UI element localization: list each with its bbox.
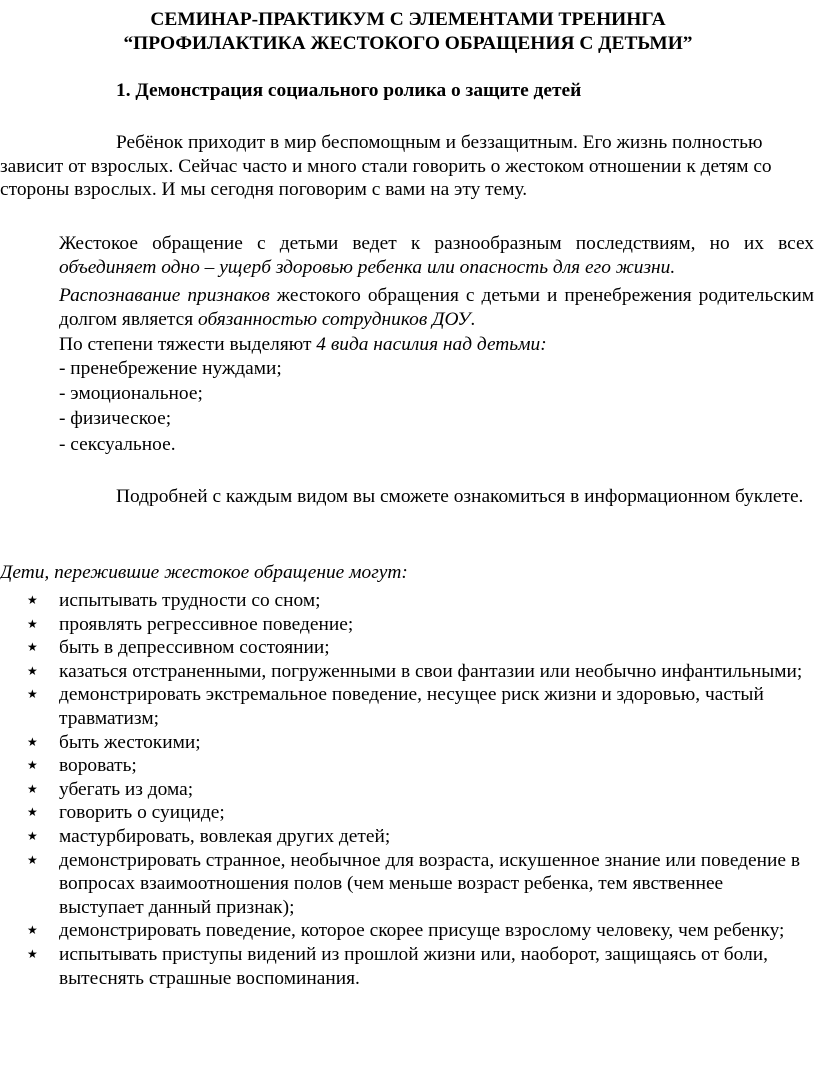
list-item [0, 754, 812, 778]
list-item-text: воровать; [59, 755, 137, 777]
list-item [0, 825, 812, 849]
list-item-text: демонстрировать поведение, которое скорее присуще взрослому человеку, чем ребенку; [59, 920, 785, 942]
intro-paragraph: Ребёнок приходит в мир беспомощным и беззащитным. Его жизнь полностью зависит от взрослых. Сейчас часто и много стали говорить о жестоком отношении к детям со стороны взрослых. И мы сегодня поговорим с вами на эту тему. [0, 132, 772, 201]
star-icon: ★ [27, 616, 38, 631]
list-item-text: говорить о суициде; [59, 802, 225, 824]
list-item-text: проявлять регрессивное поведение; [59, 613, 354, 635]
star-icon: ★ [27, 828, 38, 843]
document-title-line-2: “ПРОФИЛАКТИКА ЖЕСТОКОГО ОБРАЩЕНИЯ С ДЕТЬМИ” [123, 33, 693, 54]
list-item [0, 943, 812, 990]
star-icon: ★ [27, 734, 38, 749]
list-item [0, 613, 812, 637]
list-item [0, 731, 812, 755]
severity-emphasis: 4 вида насилия над детьми: [316, 334, 547, 355]
star-icon: ★ [27, 781, 38, 796]
consequences-intro: Дети, пережившие жестокое обращение могут: [0, 562, 408, 583]
recognition-text: жестокого обращения с детьми и пренебрежения родительским долгом является [59, 285, 814, 330]
list-item [0, 683, 812, 730]
recognition-period: . [470, 308, 476, 330]
violence-type-item: - сексуальное. [59, 434, 176, 455]
consequences-text: Жестокое обращение с детьми ведет к разнообразным последствиям, но их всех [59, 233, 814, 254]
star-icon: ★ [27, 852, 38, 867]
severity-paragraph [59, 333, 814, 357]
star-icon: ★ [27, 923, 38, 938]
star-icon: ★ [27, 687, 38, 702]
star-icon: ★ [27, 805, 38, 820]
star-icon: ★ [27, 663, 38, 678]
booklet-paragraph: Подробней с каждым видом вы сможете ознакомиться в информационном буклете. [116, 486, 804, 507]
list-item-text: быть жестокими; [59, 731, 201, 753]
recognition-emphasis: Распознавание признаков [59, 285, 270, 306]
duty-emphasis: обязанностью сотрудников ДОУ [198, 308, 471, 330]
document-title-line-1: СЕМИНАР-ПРАКТИКУМ С ЭЛЕМЕНТАМИ ТРЕНИНГА [150, 9, 666, 30]
star-icon: ★ [27, 640, 38, 655]
severity-text: По степени тяжести выделяют [59, 334, 317, 355]
list-item-text: испытывать приступы видений из прошлой жизни или, наоборот, защищаясь от боли, вытеснять страшные воспоминания. [59, 943, 768, 989]
list-item [0, 660, 812, 684]
consequences-paragraph [59, 232, 814, 279]
consequences-list [0, 589, 812, 990]
star-icon: ★ [27, 758, 38, 773]
list-item-text: демонстрировать экстремальное поведение, несущее риск жизни и здоровью, частый травматизм; [59, 684, 764, 729]
list-item [0, 636, 812, 660]
list-item [0, 919, 812, 943]
recognition-paragraph [59, 284, 814, 331]
list-item [0, 589, 812, 613]
violence-type-item: - пренебрежение нуждами; [59, 358, 282, 379]
list-item-text: убегать из дома; [59, 778, 194, 800]
violence-type-item: - эмоциональное; [59, 383, 203, 404]
list-item-text: демонстрировать странное, необычное для возраста, искушенное знание или поведение в вопросах взаимоотношения полов (чем меньше возраст ребенка, тем явственнее выступает данный признак); [59, 849, 801, 918]
list-item-text: казаться отстраненными, погруженными в свои фантазии или необычно инфантильными; [59, 660, 803, 682]
star-icon: ★ [27, 593, 38, 607]
star-icon: ★ [27, 946, 38, 961]
list-item-text: мастурбировать, вовлекая других детей; [59, 825, 391, 847]
consequences-emphasis: объединяет одно – ущерб здоровью ребенка или опасность для его жизни. [59, 256, 676, 278]
list-item [0, 778, 812, 802]
section-heading: 1. Демонстрация социального ролика о защите детей [116, 80, 582, 101]
list-item-text: быть в депрессивном состоянии; [59, 637, 330, 659]
list-item [0, 801, 812, 825]
list-item [0, 849, 812, 920]
list-item-text: испытывать трудности со сном; [59, 590, 321, 611]
violence-type-item: - физическое; [59, 408, 172, 429]
